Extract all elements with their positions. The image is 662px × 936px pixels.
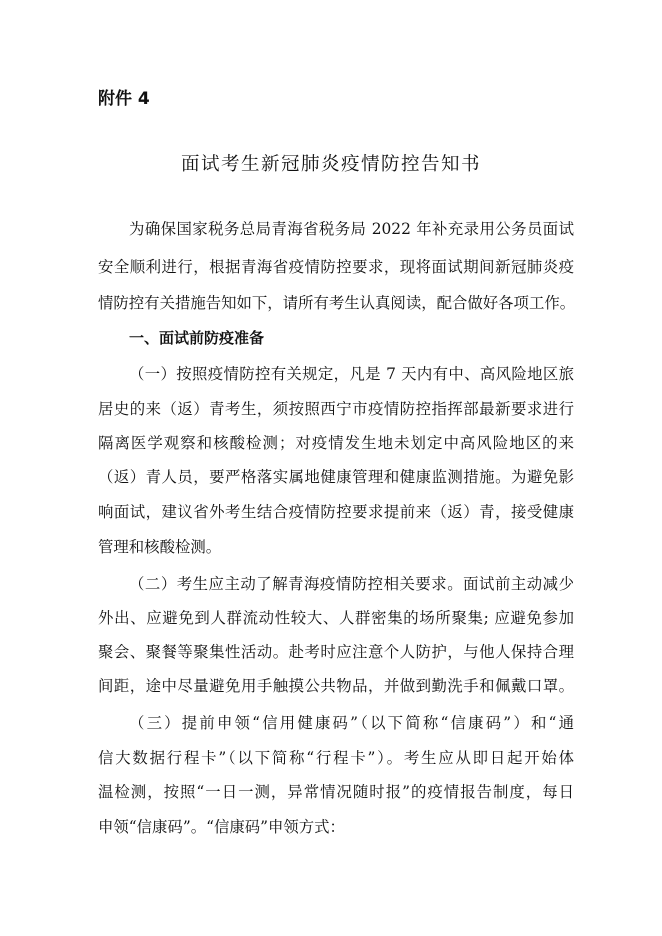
item1-line: 响面试，建议省外考生结合疫情防控要求提前来（返）青，接受健康 — [98, 503, 574, 521]
item1-line: 管理和核酸检测。 — [98, 538, 222, 556]
item1-line: 隔离医学观察和核酸检测；对疫情发生地未划定中高风险地区的来 — [98, 434, 574, 452]
item3-line: 申领“信康码”。“信康码”申领方式： — [98, 818, 345, 836]
item1-line: （返）青人员，要严格落实属地健康管理和健康监测措施。为避免影 — [98, 468, 574, 486]
intro-line: 为确保国家税务总局青海省税务局 2022 年补充录用公务员面试 — [129, 220, 574, 238]
intro-line: 情防控有关措施告知如下，请所有考生认真阅读，配合做好各项工作。 — [98, 294, 576, 312]
document-title: 面试考生新冠肺炎疫情防控告知书 — [180, 154, 481, 175]
item2-line: （二）考生应主动了解青海疫情防控相关要求。面试前主动减少 — [129, 575, 574, 593]
item3-line: 温检测，按照“一日一测，异常情况随时报”的疫情报告制度，每日 — [98, 783, 574, 801]
section-heading: 一、面试前防疫准备 — [129, 329, 265, 347]
item3-line: （三）提前申领“信用健康码”（以下简称“信康码”）和“通 — [129, 714, 574, 732]
item2-line: 间距，途中尽量避免用手触摸公共物品，并做到勤洗手和佩戴口罩。 — [98, 677, 574, 695]
item2-line: 聚会、聚餐等聚集性活动。赴考时应注意个人防护，与他人保持合理 — [98, 643, 574, 661]
item1-line: （一）按照疫情防控有关规定，凡是 7 天内有中、高风险地区旅 — [129, 365, 574, 383]
attachment-label: 附件 4 — [98, 89, 150, 109]
item3-line: 信大数据行程卡”（以下简称“行程卡”）。考生应从即日起开始体 — [98, 749, 574, 767]
item1-line: 居史的来（返）青考生，须按照西宁市疫情防控指挥部最新要求进行 — [98, 400, 574, 418]
intro-line: 安全顺利进行，根据青海省疫情防控要求，现将面试期间新冠肺炎疫 — [98, 258, 574, 276]
item2-line: 外出、应避免到人群流动性较大、人群密集的场所聚集; 应避免参加 — [98, 609, 574, 627]
